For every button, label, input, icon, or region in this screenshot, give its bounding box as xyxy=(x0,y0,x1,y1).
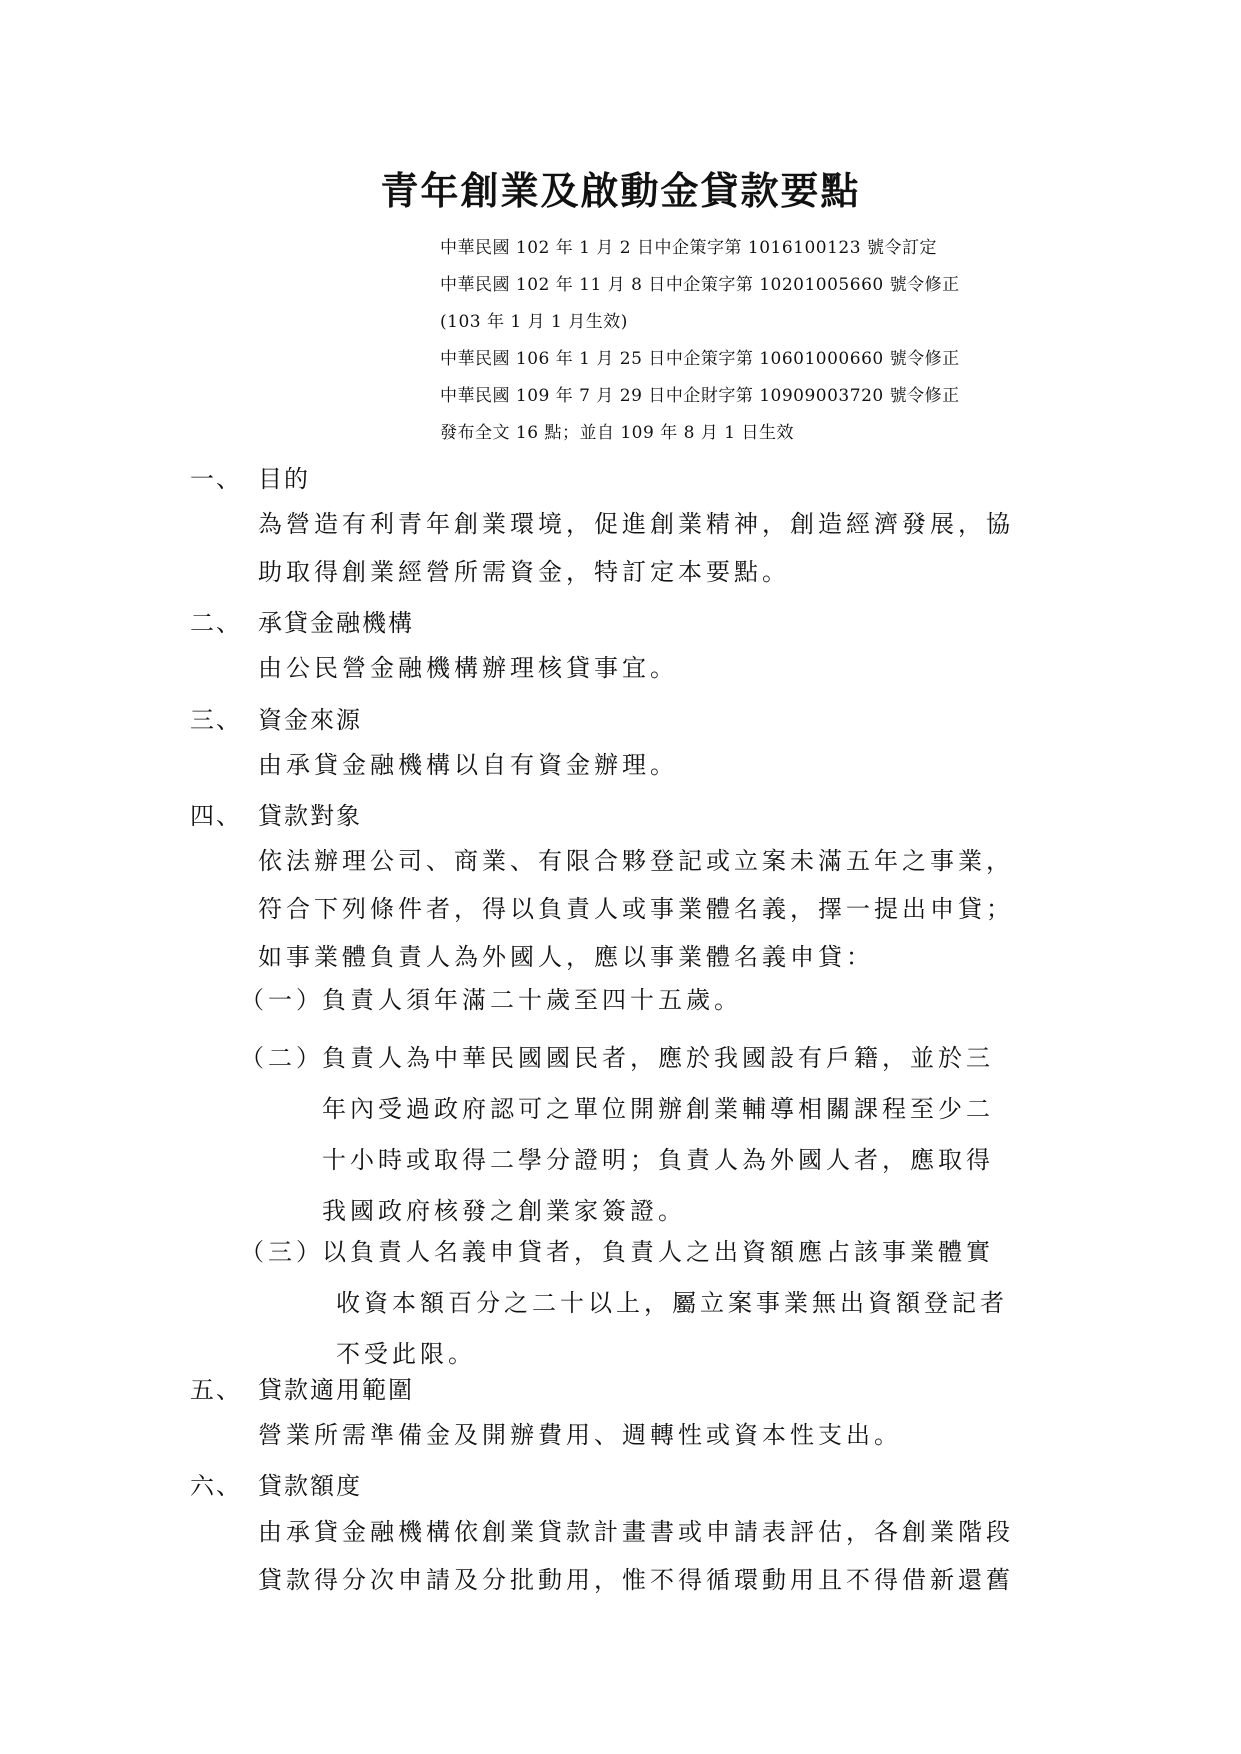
section-title: 資金來源 xyxy=(258,706,362,734)
body-line: 由承貸金融機構以自有資金辦理。 xyxy=(258,751,678,779)
section-heading xyxy=(190,459,310,494)
section-number: 四、 xyxy=(190,802,242,830)
body-line: 如事業體負責人為外國人，應以事業體名義申貸： xyxy=(258,943,874,971)
body-line: 營業所需準備金及開辦費用、週轉性或資本性支出。 xyxy=(258,1421,902,1449)
item-continuation: 我國政府核發之創業家簽證。 xyxy=(322,1197,686,1225)
history-line: 發布全文 16 點；並自 109 年 8 月 1 日生效 xyxy=(440,423,794,443)
section-number: 二、 xyxy=(190,609,242,637)
item-continuation: 年內受過政府認可之單位開辦創業輔導相關課程至少二 xyxy=(322,1095,994,1123)
history-line: 中華民國 106 年 1 月 25 日中企策字第 10601000660 號令修正 xyxy=(440,349,960,369)
section-body xyxy=(258,1508,1014,1604)
section-body xyxy=(258,837,1014,981)
section-number: 一、 xyxy=(190,465,242,493)
section-heading xyxy=(190,700,362,735)
section-number: 五、 xyxy=(190,1376,242,1404)
section-heading xyxy=(190,1466,362,1501)
item-continuation: 十小時或取得二學分證明；負責人為外國人者，應取得 xyxy=(322,1146,994,1174)
section-title: 承貸金融機構 xyxy=(258,609,414,637)
item-label: （一） xyxy=(240,986,324,1014)
item-continuation: 收資本額百分之二十以上，屬立案事業無出資額登記者 xyxy=(336,1289,1008,1317)
body-line: 為營造有利青年創業環境，促進創業精神，創造經濟發展，協 xyxy=(258,510,1014,538)
history-line: 中華民國 102 年 1 月 2 日中企策字第 1016100123 號令訂定 xyxy=(440,238,937,258)
section-body xyxy=(258,741,678,789)
history-line: 中華民國 102 年 11 月 8 日中企策字第 10201005660 號令修正 xyxy=(440,275,960,295)
item-text: 負責人為中華民國國民者，應於我國設有戶籍，並於三 xyxy=(322,1044,994,1072)
section-title: 貸款額度 xyxy=(258,1472,362,1500)
section-heading xyxy=(190,1370,414,1405)
history-line: (103 年 1 月 1 月生效) xyxy=(440,312,628,332)
history-line: 中華民國 109 年 7 月 29 日中企財字第 10909003720 號令修正 xyxy=(440,386,960,406)
body-line: 依法辦理公司、商業、有限合夥登記或立案未滿五年之事業， xyxy=(258,847,1014,875)
item-continuation: 不受此限。 xyxy=(336,1340,476,1368)
item-text: 以負責人名義申貸者，負責人之出資額應占該事業體實 xyxy=(322,1238,994,1266)
item-label: （三） xyxy=(240,1238,324,1266)
item-label: （二） xyxy=(240,1044,324,1072)
section-heading xyxy=(190,796,362,831)
section-number: 六、 xyxy=(190,1472,242,1500)
list-item xyxy=(240,975,742,1026)
body-line: 由承貸金融機構依創業貸款計畫書或申請表評估，各創業階段 xyxy=(258,1518,1014,1546)
list-item xyxy=(240,1033,994,1237)
amendment-history xyxy=(440,230,1060,452)
body-line: 貸款得分次申請及分批動用，惟不得循環動用且不得借新還舊 xyxy=(258,1566,1014,1594)
section-body xyxy=(258,1411,902,1459)
body-line: 符合下列條件者，得以負責人或事業體名義，擇一提出申貸； xyxy=(258,895,1014,923)
section-number: 三、 xyxy=(190,706,242,734)
section-title: 目的 xyxy=(258,465,310,493)
list-item xyxy=(240,1227,1008,1380)
item-text: 負責人須年滿二十歲至四十五歲。 xyxy=(322,986,742,1014)
body-line: 助取得創業經營所需資金，特訂定本要點。 xyxy=(258,558,790,586)
section-heading xyxy=(190,603,414,638)
section-title: 貸款對象 xyxy=(258,802,362,830)
section-body xyxy=(258,500,1014,596)
body-line: 由公民營金融機構辦理核貸事宜。 xyxy=(258,654,678,682)
document-title: 青年創業及啟動金貸款要點 xyxy=(380,168,861,213)
section-body xyxy=(258,644,678,692)
section-title: 貸款適用範圍 xyxy=(258,1376,414,1404)
